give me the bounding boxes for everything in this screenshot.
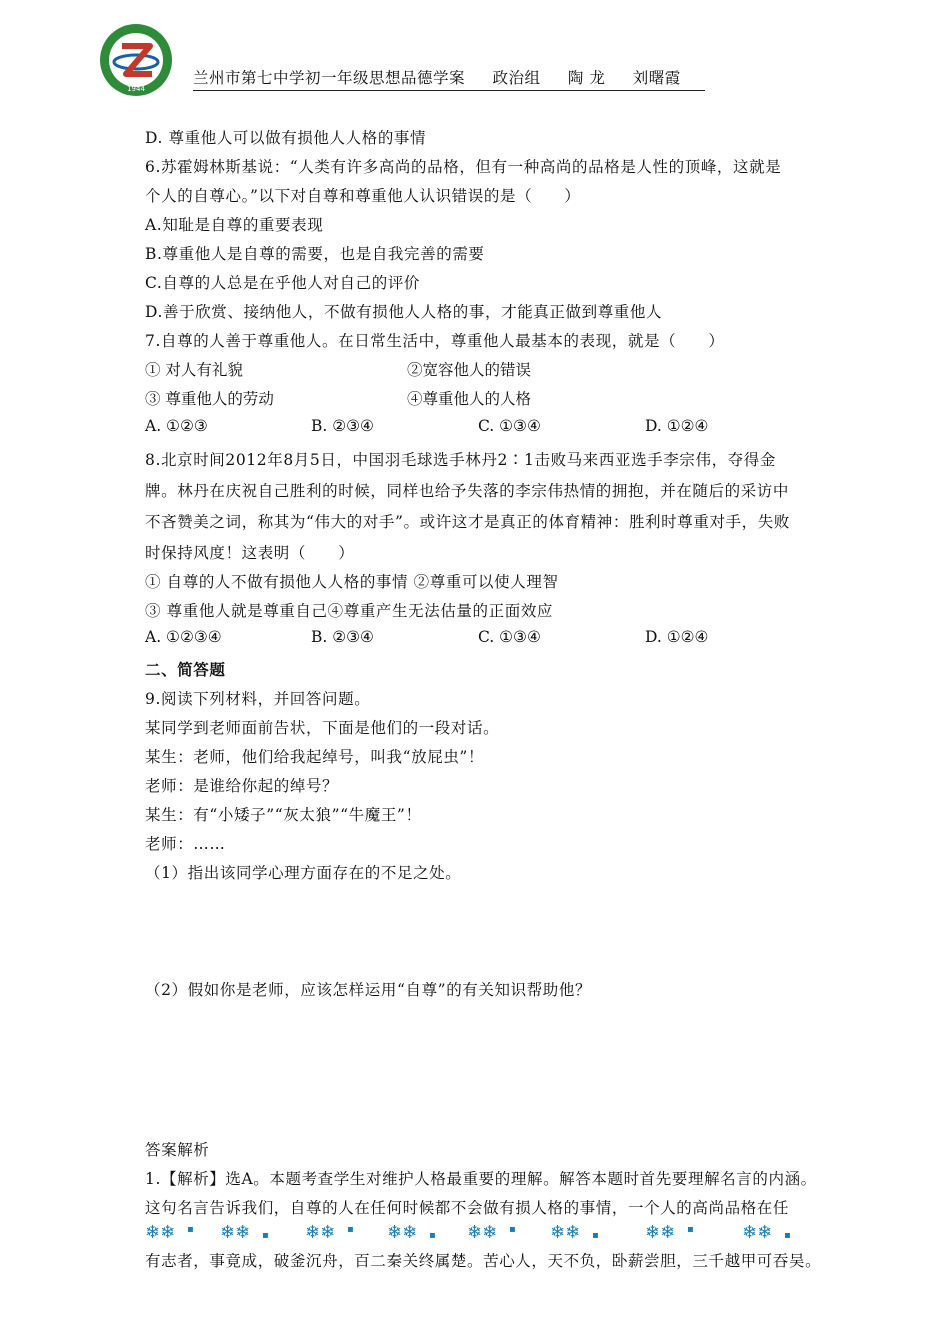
answer-line: 1.【解析】选A。本题考查学生对维护人格最重要的理解。解答本题时首先要理解名言的内涵。: [145, 1170, 817, 1188]
footer-motto: 有志者，事竟成，破釜沉舟，百二秦关终属楚。苦心人，天不负，卧薪尝胆，三千越甲可吞吴。: [145, 1252, 822, 1270]
text-line: 6.苏霍姆林斯基说：“人类有许多高尚的品格，但有一种高尚的品格是人性的顶峰，这就是: [145, 158, 782, 176]
q8-line: 牌。林丹在庆祝自己胜利的时候，同样也给予失落的李宗伟热情的拥抱，并在随后的采访中: [145, 482, 790, 500]
snowflake-icon: ❄❄: [305, 1222, 336, 1243]
q7-option: B. ②③④: [311, 417, 374, 435]
q8-line: 8.北京时间2012年8月5日，中国羽毛球选手林丹2∶1击败马来西亚选手李宗伟，夺得金: [145, 451, 776, 469]
dot-icon: ▪: [347, 1224, 354, 1235]
teacher-1: 陶 龙: [567, 69, 606, 87]
answer-line: 这句名言告诉我们，自尊的人在任何时候都不会做有损人格的事情，一个人的高尚品格在任: [145, 1199, 790, 1217]
q9-line: 某生：老师，他们给我起绰号，叫我“放屁虫”！: [145, 748, 485, 766]
dot-icon: ▪: [687, 1224, 694, 1235]
dot-icon: ▪: [784, 1230, 791, 1241]
q8-line: 时保持风度！这表明（ ）: [145, 544, 355, 562]
q8-option: B. ②③④: [311, 628, 374, 646]
q8-option: D. ①②④: [645, 628, 709, 646]
dot-icon: ▪: [509, 1224, 516, 1235]
page-header: [193, 66, 705, 91]
answer-title: 答案解析: [145, 1141, 210, 1159]
q7-option: C. ①③④: [478, 417, 541, 435]
school-name: 兰州市第七中学初一年级思想品德学案: [193, 69, 466, 87]
snowflake-icon: ❄❄: [145, 1222, 176, 1243]
text-line: 7.自尊的人善于尊重他人。在日常生活中，尊重他人最基本的表现，就是（ ）: [145, 332, 725, 350]
snowflake-icon: ❄❄: [645, 1222, 676, 1243]
text-line: D. 尊重他人可以做有损他人人格的事情: [145, 129, 427, 147]
q8-line: ① 自尊的人不做有损他人人格的事情 ②尊重可以使人理智: [145, 573, 559, 591]
q7-item: ③ 尊重他人的劳动: [145, 390, 274, 408]
snowflake-icon: ❄❄: [387, 1222, 418, 1243]
q9-part2: （2）假如你是老师，应该怎样运用“自尊”的有关知识帮助他？: [145, 981, 592, 999]
footer-decoration: [145, 1222, 815, 1248]
q9-line: 老师：……: [145, 835, 226, 853]
q7-item: ① 对人有礼貌: [145, 361, 243, 379]
snowflake-icon: ❄❄: [550, 1222, 581, 1243]
q9-line: 9.阅读下列材料，并回答问题。: [145, 690, 371, 708]
text-line: A.知耻是自尊的重要表现: [145, 216, 324, 234]
q9-line: （1）指出该同学心理方面存在的不足之处。: [145, 864, 462, 882]
school-logo: [98, 22, 174, 98]
group-name: 政治组: [492, 69, 541, 87]
q7-item: ④尊重他人的人格: [407, 390, 532, 408]
snowflake-icon: ❄❄: [742, 1222, 773, 1243]
snowflake-icon: ❄❄: [467, 1222, 498, 1243]
q7-option: A. ①②③: [145, 417, 208, 435]
text-line: C.自尊的人总是在乎他人对自己的评价: [145, 274, 421, 292]
text-line: D.善于欣赏、接纳他人，不做有损他人人格的事，才能真正做到尊重他人: [145, 303, 663, 321]
dot-icon: ▪: [592, 1230, 599, 1241]
dot-icon: ▪: [187, 1224, 194, 1235]
q8-option: C. ①③④: [478, 628, 541, 646]
q7-option: D. ①②④: [645, 417, 709, 435]
section-heading: 二、简答题: [145, 661, 226, 679]
q9-line: 老师：是谁给你起的绰号？: [145, 777, 339, 795]
dot-icon: ▪: [429, 1230, 436, 1241]
q9-line: 某生：有“小矮子”“灰太狼”“牛魔王”！: [145, 806, 422, 824]
logo-year: 1944: [127, 85, 145, 93]
q8-line: 不吝赞美之词，称其为“伟大的对手”。或许这才是真正的体育精神：胜利时尊重对手，失败: [145, 513, 790, 531]
q8-line: ③ 尊重他人就是尊重自己④尊重产生无法估量的正面效应: [145, 602, 554, 620]
q7-item: ②宽容他人的错误: [407, 361, 532, 379]
q8-option: A. ①②③④: [145, 628, 222, 646]
text-line: B.尊重他人是自尊的需要，也是自我完善的需要: [145, 245, 485, 263]
teacher-2: 刘曙霞: [632, 69, 681, 87]
text-line: 个人的自尊心。”以下对自尊和尊重他人认识错误的是（ ）: [145, 187, 581, 205]
dot-icon: ▪: [262, 1230, 269, 1241]
snowflake-icon: ❄❄: [220, 1222, 251, 1243]
q9-line: 某同学到老师面前告状，下面是他们的一段对话。: [145, 719, 500, 737]
